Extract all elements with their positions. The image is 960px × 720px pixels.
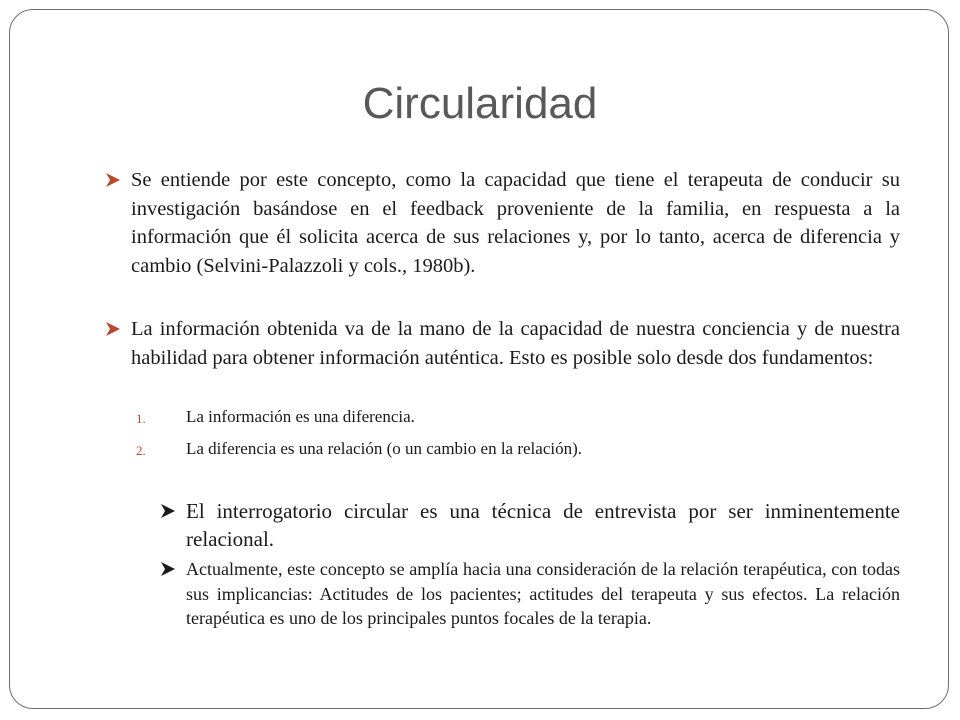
number-marker: 2. bbox=[136, 443, 146, 458]
number-marker: 1. bbox=[136, 411, 146, 426]
numbered-item bbox=[136, 406, 415, 428]
sub-bullet-item bbox=[186, 497, 900, 553]
sub-bullet-item bbox=[186, 557, 900, 631]
bullet-item bbox=[131, 315, 900, 372]
numbered-item bbox=[136, 438, 582, 460]
numbered-text: La información es una diferencia. bbox=[186, 407, 415, 426]
bullet-item bbox=[131, 166, 900, 280]
sub-bullet-text: Actualmente, este concepto se amplía hacia una consideración de la relación terapéutica, con todas sus implicancias: Actitudes de los pacientes; actitudes del terapeuta y sus efectos. La relación terapéutica es uno de los principales puntos focales de la terapia. bbox=[186, 559, 900, 628]
bullet-text: La información obtenida va de la mano de la capacidad de nuestra conciencia y de nuestra habilidad para obtener información auténtica. Esto es posible solo desde dos fundamentos: bbox=[131, 318, 900, 369]
arrowhead-bullet-icon bbox=[160, 561, 176, 577]
numbered-text: La diferencia es una relación (o un cambio en la relación). bbox=[186, 439, 582, 458]
sub-bullet-text: El interrogatorio circular es una técnica de entrevista por ser inminentemente relacional. bbox=[186, 499, 900, 551]
bullet-text: Se entiende por este concepto, como la capacidad que tiene el terapeuta de conducir su investigación basándose en el feedback proveniente de la familia, en respuesta a la información que él solicita acerca de sus relaciones y, por lo tanto, acerca de diferencia y cambio (Selvini-Palazzoli y cols., 1980b). bbox=[131, 169, 900, 277]
arrowhead-bullet-icon bbox=[105, 172, 121, 188]
arrowhead-bullet-icon bbox=[160, 503, 176, 519]
slide-title: Circularidad bbox=[362, 79, 598, 128]
arrowhead-bullet-icon bbox=[105, 321, 121, 337]
